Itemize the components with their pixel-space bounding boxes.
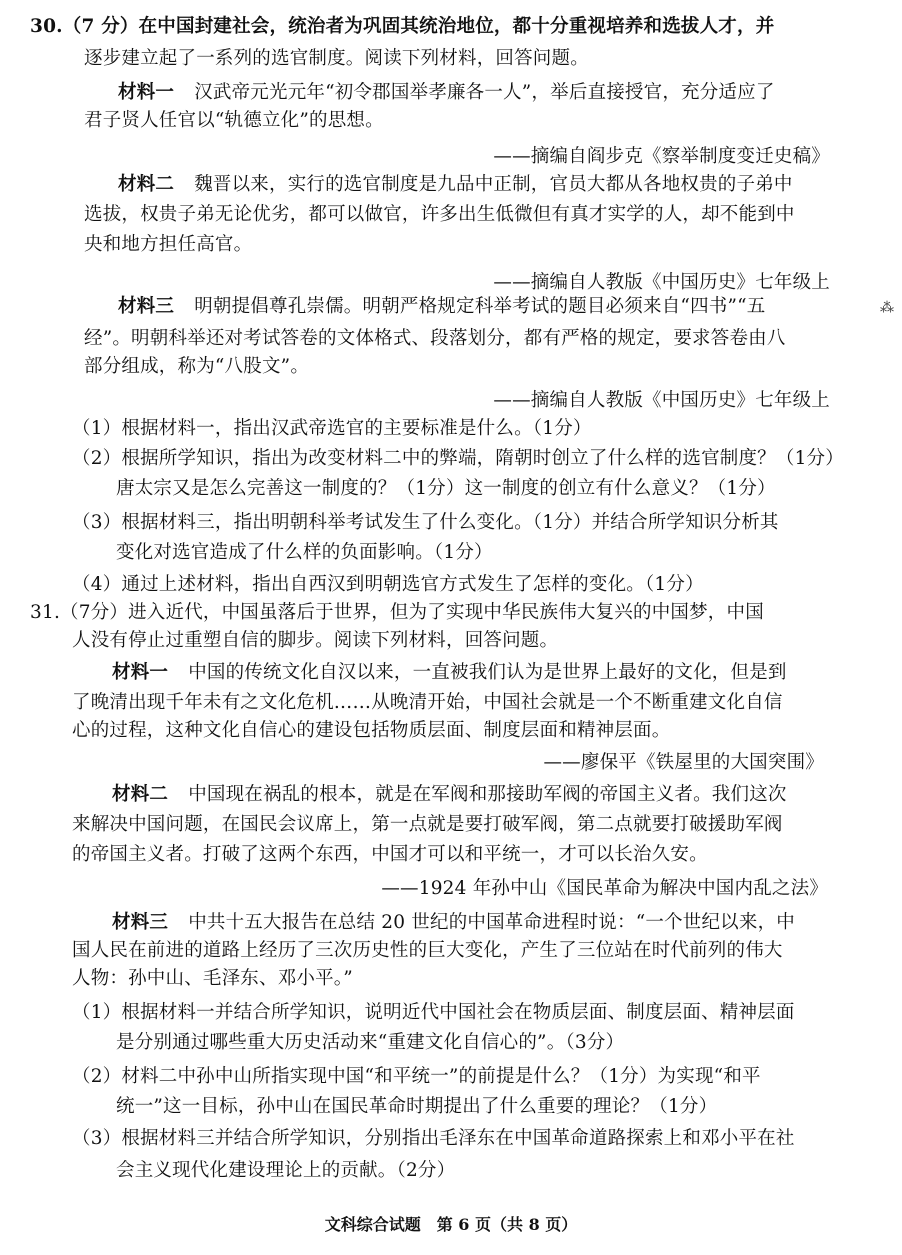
q31-material1-line2: 了晚清出现千年未有之文化危机……从晚清开始，中国社会就是一个不断重建文化自信 — [72, 692, 783, 713]
q31-material2-line1 — [112, 782, 787, 808]
q31-material1-line3: 心的过程，这种文化自信心的建设包括物质层面、制度层面和精神层面。 — [72, 720, 671, 741]
q30-question2-line2: 唐太宗又是怎么完善这一制度的？（1分）这一制度的创立有什么意义？（1分） — [116, 478, 776, 499]
q30-question4: （4）通过上述材料，指出自西汉到明朝选官方式发生了怎样的变化。（1分） — [72, 574, 704, 595]
q30-material1-label: 材料一 — [118, 82, 175, 103]
q31-question3-line2: 会主义现代化建设理论上的贡献。（2分） — [116, 1160, 456, 1181]
q30-material2-line1 — [118, 172, 793, 198]
q30-material1-line1 — [118, 80, 775, 106]
q31-material3-line1 — [112, 910, 795, 936]
q30-material3-line1 — [118, 294, 765, 320]
q30-material3-source: ——摘编自人教版《中国历史》七年级上 — [493, 390, 830, 411]
q31-material2-label: 材料二 — [112, 784, 169, 805]
q30-material3-line3: 部分组成，称为“八股文”。 — [84, 356, 310, 377]
q31-material3-label: 材料三 — [112, 912, 169, 933]
q30-intro-line2: 逐步建立起了一系列的选官制度。阅读下列材料，回答问题。 — [84, 48, 589, 69]
q31-material2-line3: 的帝国主义者。打破了这两个东西，中国才可以和平统一，才可以长治久安。 — [72, 844, 708, 865]
q31-question2-line2: 统一”这一目标，孙中山在国民革命时期提出了什么重要的理论？（1分） — [116, 1096, 718, 1117]
q30-material3-label: 材料三 — [118, 296, 175, 317]
q30-question3-line1: （3）根据材料三，指出明朝科举考试发生了什么变化。（1分）并结合所学知识分析其 — [72, 512, 779, 533]
q31-material1-label: 材料一 — [112, 662, 169, 683]
q31-question1-line2: 是分别通过哪些重大历史活动来“重建文化自信心的”。（3分） — [116, 1032, 625, 1053]
q31-material1-source: ——廖保平《铁屋里的大国突围》 — [543, 752, 824, 773]
q31-intro-line1: 31.（7分）进入近代，中国虽落后于世界，但为了实现中华民族伟大复兴的中国梦，中国 — [30, 602, 764, 623]
q31-intro-line2: 人没有停止过重塑自信的脚步。阅读下列材料，回答问题。 — [72, 630, 559, 651]
q31-material1-line1 — [112, 660, 787, 686]
q30-material2-line3: 央和地方担任高官。 — [84, 234, 253, 255]
q30-question3-line2: 变化对选官造成了什么样的负面影响。（1分） — [116, 542, 493, 563]
q31-question2-line1: （2）材料二中孙中山所指实现中国“和平统一”的前提是什么？（1分）为实现“和平 — [72, 1066, 761, 1087]
q30-material2-line2: 选拔，权贵子弟无论优劣，都可以做官，许多出生低微但有真才实学的人，却不能到中 — [84, 204, 795, 225]
scan-speck-mark: ⁂ — [880, 300, 894, 316]
q30-material2-text1: 魏晋以来，实行的选官制度是九品中正制，官员大都从各地权贵的子弟中 — [194, 174, 793, 195]
q30-material1-source: ——摘编自阎步克《察举制度变迁史稿》 — [493, 146, 830, 167]
q30-material3-text1: 明朝提倡尊孔崇儒。明朝严格规定科举考试的题目必须来自“四书”“五 — [194, 296, 766, 317]
q31-material2-text1: 中国现在祸乱的根本，就是在军阀和那接助军阀的帝国主义者。我们这次 — [188, 784, 787, 805]
q30-question1: （1）根据材料一，指出汉武帝选官的主要标准是什么。（1分） — [72, 418, 592, 439]
q31-material2-source: ——1924 年孙中山《国民革命为解决中国内乱之法》 — [381, 878, 828, 899]
q31-material3-line3: 人物：孙中山、毛泽东、邓小平。” — [72, 968, 353, 989]
q30-material1-line2: 君子贤人任官以“轨德立化”的思想。 — [84, 110, 384, 131]
q30-material1-text1: 汉武帝元光元年“初令郡国举孝廉各一人”，举后直接授官，充分适应了 — [194, 82, 775, 103]
q30-material2-source: ——摘编自人教版《中国历史》七年级上 — [493, 272, 830, 293]
q30-material3-line2: 经”。明朝科举还对考试答卷的文体格式、段落划分，都有严格的规定，要求答卷由八 — [84, 328, 786, 349]
q31-material3-line2: 国人民在前进的道路上经历了三次历史性的巨大变化，产生了三位站在时代前列的伟大 — [72, 940, 783, 961]
q30-question2-line1: （2）根据所学知识，指出为改变材料二中的弊端，隋朝时创立了什么样的选官制度？（1分） — [72, 448, 844, 469]
q31-question3-line1: （3）根据材料三并结合所学知识，分别指出毛泽东在中国革命道路探索上和邓小平在社 — [72, 1128, 795, 1149]
page-footer: 文科综合试题 第 6 页（共 8 页） — [324, 1215, 578, 1234]
q31-question1-line1: （1）根据材料一并结合所学知识，说明近代中国社会在物质层面、制度层面、精神层面 — [72, 1002, 795, 1023]
q31-material3-text1: 中共十五大报告在总结 20 世纪的中国革命进程时说：“一个世纪以来，中 — [188, 912, 795, 933]
q31-material1-text1: 中国的传统文化自汉以来，一直被我们认为是世界上最好的文化，但是到 — [188, 662, 787, 683]
q30-material2-label: 材料二 — [118, 174, 175, 195]
q30-intro-line1: 30.（7 分）在中国封建社会，统治者为巩固其统治地位，都十分重视培养和选拔人才，并 — [30, 16, 775, 37]
q31-material2-line2: 来解决中国问题，在国民会议席上，第一点就是要打破军阀，第二点就要打破援助军阀 — [72, 814, 783, 835]
